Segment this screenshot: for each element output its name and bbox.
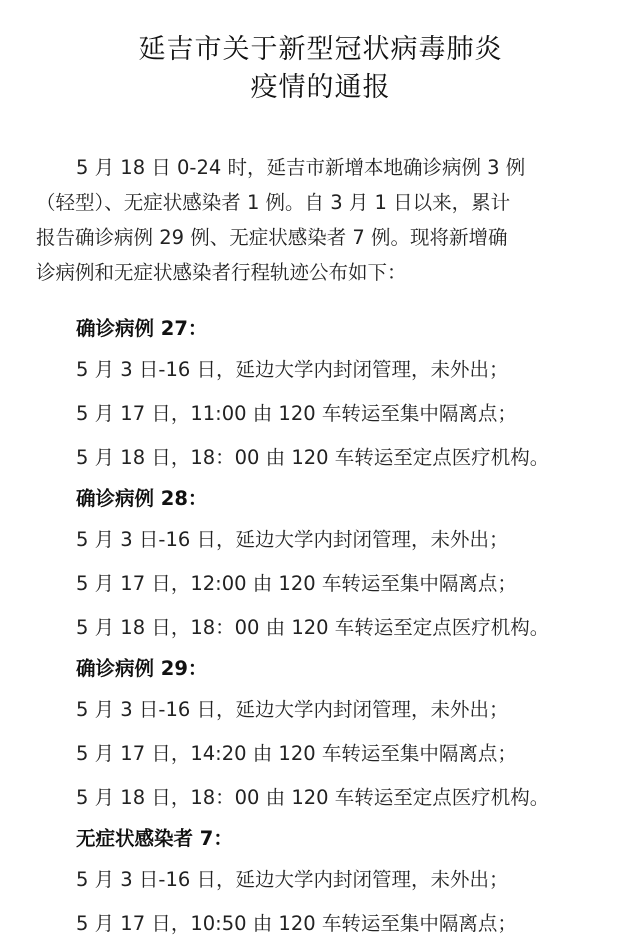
case-heading: 确诊病例 29： xyxy=(76,657,208,680)
page-title-line-1: 延吉市关于新型冠状病毒肺炎 xyxy=(138,34,503,65)
page-title-line-2: 疫情的通报 xyxy=(250,72,391,103)
trace-item: 5 月 17 日，11:00 由 120 车转运至集中隔离点； xyxy=(76,402,517,425)
trace-item: 5 月 3 日-16 日，延边大学内封闭管理，未外出； xyxy=(76,528,509,551)
intro-line: 诊病例和无症状感染者行程轨迹公布如下： xyxy=(36,261,407,284)
trace-item: 5 月 17 日，12:00 由 120 车转运至集中隔离点； xyxy=(76,572,517,595)
trace-item: 5 月 17 日，14:20 由 120 车转运至集中隔离点； xyxy=(76,742,517,765)
case-section-28 xyxy=(76,480,636,650)
case-heading: 无症状感染者 7： xyxy=(76,827,233,850)
trace-item: 5 月 18 日，18：00 由 120 车转运至定点医疗机构。 xyxy=(76,616,550,639)
case-heading: 确诊病例 27： xyxy=(76,317,208,340)
trace-item: 5 月 18 日，18：00 由 120 车转运至定点医疗机构。 xyxy=(76,446,550,469)
trace-item: 5 月 3 日-16 日，延边大学内封闭管理，未外出； xyxy=(76,868,509,891)
intro-line: 报告确诊病例 29 例、无症状感染者 7 例。现将新增确 xyxy=(36,226,508,249)
intro-line: 5 月 18 日 0-24 时，延吉市新增本地确诊病例 3 例 xyxy=(76,156,526,179)
asymptomatic-section-7 xyxy=(76,820,636,946)
trace-item: 5 月 17 日，10:50 由 120 车转运至集中隔离点； xyxy=(76,912,517,935)
case-heading: 确诊病例 28： xyxy=(76,487,208,510)
intro-paragraph xyxy=(36,150,620,290)
trace-item: 5 月 3 日-16 日，延边大学内封闭管理，未外出； xyxy=(76,698,509,721)
case-section-29 xyxy=(76,650,636,820)
trace-item: 5 月 18 日，18：00 由 120 车转运至定点医疗机构。 xyxy=(76,786,550,809)
case-section-27 xyxy=(76,310,636,480)
trace-item: 5 月 3 日-16 日，延边大学内封闭管理，未外出； xyxy=(76,358,509,381)
intro-line: （轻型）、无症状感染者 1 例。自 3 月 1 日以来，累计 xyxy=(36,191,511,214)
case-list xyxy=(76,310,636,946)
